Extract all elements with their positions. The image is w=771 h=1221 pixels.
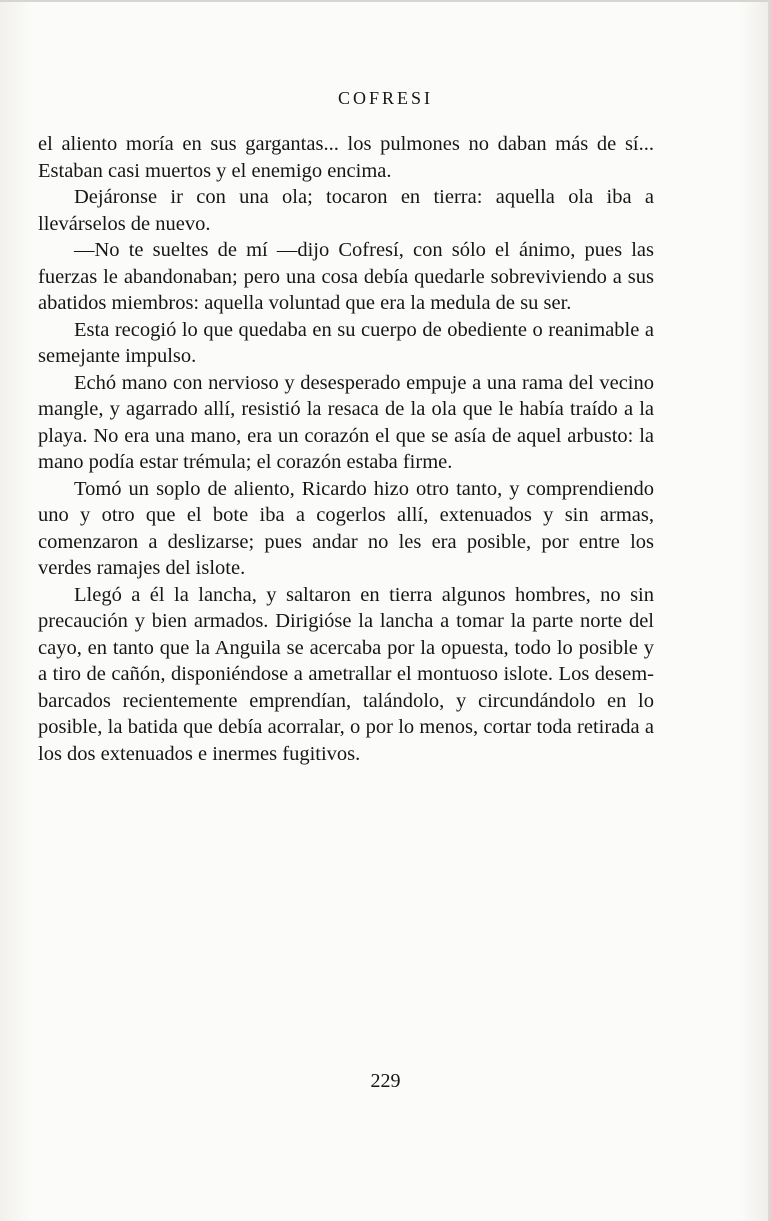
page-edge-top — [0, 0, 771, 2]
paragraph: Esta recogió lo que quedaba en su cuerpo de obediente o reanimable a semejante impulso. — [38, 318, 654, 367]
body-text — [38, 131, 654, 767]
running-title: COFRESI — [337, 88, 434, 108]
paragraph: Tomó un soplo de aliento, Ricardo hizo otro tanto, y comprendiendo uno y otro que el bote iba a cogerlos allí, extenuados y sin armas, comenzaron a deslizarse; pues andar no les era posible, por entre los verdes ramajes del islote. — [38, 477, 654, 579]
paragraph: —No te sueltes de mí —dijo Cofresí, con sólo el ánimo, pues las fuerzas le abandonaban; pero una cosa debía quedarle sobreviviendo a sus abatidos miembros: aquella voluntad que era la medula de su ser. — [38, 239, 654, 314]
paragraph: Llegó a él la lancha, y saltaron en tierra algunos hombres, no sin precaución y bien armados. Dirigióse la lancha a tomar la parte norte del cayo, en tanto que la Anguila se acercaba por la opuesta, todo lo posible y a tiro de cañón, disponiéndose a ametrallar el montuoso islote. Los desembarcados recientemente emprendían, talándolo, y circundándolo en lo posible, la batida que debía acorralar, o por lo menos, cortar toda retirada a los dos extenuados e inermes fugitivos. — [38, 583, 654, 765]
paragraph-continued: el aliento moría en sus gargantas... los pulmones no daban más de sí... Estaban casi muertos y el enemigo encima. — [38, 133, 654, 182]
paragraph: Dejáronse ir con una ola; tocaron en tierra: aquella ola iba a llevárselos de nuevo. — [38, 186, 654, 235]
page-number: 229 — [370, 1070, 401, 1092]
paragraph: Echó mano con nervioso y desesperado empuje a una rama del vecino mangle, y agarrado allí, resistió la resaca de la ola que le había traído a la playa. No era una mano, era un corazón el que se asía de aquel arbusto: la mano podía estar trémula; el corazón estaba firme. — [38, 371, 654, 473]
